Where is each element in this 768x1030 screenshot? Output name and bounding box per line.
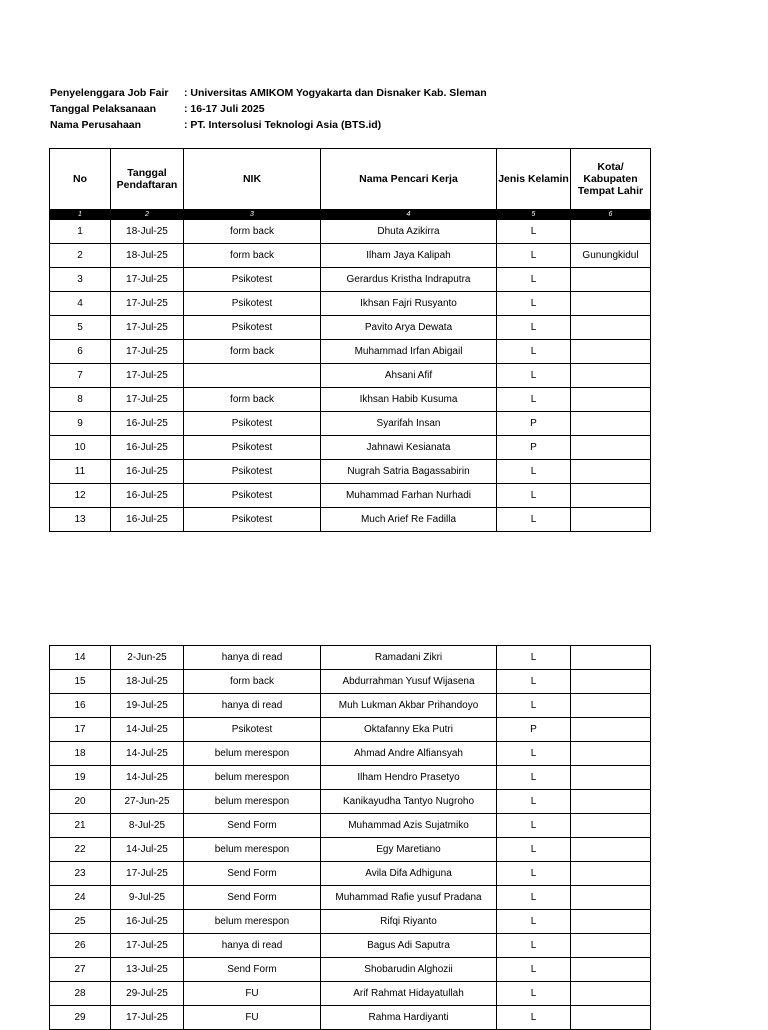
cell-gender: L [497,1006,571,1030]
header-gender: Jenis Kelamin [497,149,571,210]
meta-label: Nama Perusahaan [50,119,142,131]
cell-no: 4 [50,292,111,316]
cell-gender: L [497,646,571,670]
table-row [50,790,651,814]
cell-nik [184,364,321,388]
cell-no: 20 [50,790,111,814]
cell-name: Ahsani Afif [321,364,497,388]
cell-no: 9 [50,412,111,436]
cell-nik: hanya di read [184,934,321,958]
cell-name: Bagus Adi Saputra [321,934,497,958]
cell-no: 22 [50,838,111,862]
cell-no: 6 [50,340,111,364]
table-row [50,1006,651,1030]
cell-name: Muhammad Rafie yusuf Pradana [321,886,497,910]
cell-birth-city [571,982,651,1006]
applicants-table-page-2 [49,645,651,1030]
column-index: 3 [184,210,321,220]
cell-name: Ikhsan Habib Kusuma [321,388,497,412]
cell-gender: L [497,364,571,388]
cell-registration-date: 8-Jul-25 [111,814,184,838]
cell-registration-date: 14-Jul-25 [111,742,184,766]
cell-registration-date: 14-Jul-25 [111,718,184,742]
table-row [50,862,651,886]
cell-registration-date: 17-Jul-25 [111,316,184,340]
cell-nik: belum merespon [184,838,321,862]
cell-nik: Psikotest [184,436,321,460]
cell-name: Pavito Arya Dewata [321,316,497,340]
meta-value: : 16-17 Juli 2025 [184,103,265,115]
header-birth-city: Kota/ Kabupaten Tempat Lahir [571,149,651,210]
cell-registration-date: 17-Jul-25 [111,388,184,412]
table-row [50,934,651,958]
cell-nik: hanya di read [184,646,321,670]
table-row [50,364,651,388]
table-row [50,670,651,694]
table-row [50,814,651,838]
cell-birth-city [571,460,651,484]
meta-row-date [50,101,487,117]
cell-no: 10 [50,436,111,460]
cell-name: Ikhsan Fajri Rusyanto [321,292,497,316]
cell-registration-date: 16-Jul-25 [111,460,184,484]
cell-birth-city [571,220,651,244]
cell-birth-city [571,340,651,364]
column-index: 5 [497,210,571,220]
cell-registration-date: 17-Jul-25 [111,268,184,292]
cell-birth-city [571,862,651,886]
cell-name: Much Arief Re Fadilla [321,508,497,532]
cell-gender: L [497,910,571,934]
cell-gender: L [497,838,571,862]
cell-registration-date: 17-Jul-25 [111,1006,184,1030]
cell-gender: L [497,862,571,886]
applicants-table-page-1 [49,148,651,532]
cell-nik: Psikotest [184,484,321,508]
cell-nik: hanya di read [184,694,321,718]
cell-nik: form back [184,244,321,268]
cell-registration-date: 17-Jul-25 [111,364,184,388]
cell-no: 2 [50,244,111,268]
cell-gender: L [497,220,571,244]
cell-name: Egy Maretiano [321,838,497,862]
cell-gender: L [497,982,571,1006]
cell-registration-date: 14-Jul-25 [111,838,184,862]
cell-gender: L [497,934,571,958]
cell-gender: P [497,718,571,742]
cell-gender: L [497,340,571,364]
cell-no: 7 [50,364,111,388]
cell-name: Ahmad Andre Alfiansyah [321,742,497,766]
meta-label: Penyelenggara Job Fair [50,87,169,99]
meta-label: Tanggal Pelaksanaan [50,103,157,115]
cell-registration-date: 16-Jul-25 [111,910,184,934]
cell-registration-date: 18-Jul-25 [111,670,184,694]
table-body [50,646,651,1030]
cell-nik: Send Form [184,862,321,886]
table-row [50,316,651,340]
cell-no: 25 [50,910,111,934]
cell-registration-date: 19-Jul-25 [111,694,184,718]
cell-nik: form back [184,340,321,364]
cell-name: Ramadani Zikri [321,646,497,670]
table-row [50,412,651,436]
cell-birth-city [571,694,651,718]
cell-name: Abdurrahman Yusuf Wijasena [321,670,497,694]
cell-no: 21 [50,814,111,838]
cell-no: 12 [50,484,111,508]
cell-nik: Psikotest [184,718,321,742]
cell-nik: FU [184,982,321,1006]
cell-name: Rifqi Riyanto [321,910,497,934]
cell-registration-date: 17-Jul-25 [111,862,184,886]
cell-nik: belum merespon [184,766,321,790]
cell-gender: L [497,886,571,910]
cell-birth-city [571,316,651,340]
cell-gender: L [497,958,571,982]
cell-nik: Send Form [184,814,321,838]
cell-gender: L [497,484,571,508]
cell-birth-city [571,646,651,670]
cell-birth-city: Gunungkidul [571,244,651,268]
cell-nik: form back [184,220,321,244]
cell-nik: Psikotest [184,508,321,532]
cell-no: 24 [50,886,111,910]
cell-registration-date: 27-Jun-25 [111,790,184,814]
cell-gender: L [497,670,571,694]
cell-nik: Send Form [184,886,321,910]
cell-gender: L [497,508,571,532]
header-nik: NIK [184,149,321,210]
table-row [50,292,651,316]
cell-gender: L [497,268,571,292]
cell-birth-city [571,886,651,910]
cell-no: 16 [50,694,111,718]
cell-name: Muhammad Azis Sujatmiko [321,814,497,838]
table-row [50,460,651,484]
cell-nik: Psikotest [184,412,321,436]
cell-registration-date: 18-Jul-25 [111,244,184,268]
cell-registration-date: 18-Jul-25 [111,220,184,244]
meta-value: : Universitas AMIKOM Yogyakarta dan Disnaker Kab. Sleman [184,87,487,99]
table-row [50,838,651,862]
header-registration-date: Tanggal Pendaftaran [111,149,184,210]
cell-gender: L [497,694,571,718]
cell-birth-city [571,742,651,766]
cell-gender: L [497,316,571,340]
cell-birth-city [571,412,651,436]
cell-registration-date: 2-Jun-25 [111,646,184,670]
table-row [50,982,651,1006]
cell-name: Muhammad Farhan Nurhadi [321,484,497,508]
cell-nik: Psikotest [184,292,321,316]
cell-gender: L [497,766,571,790]
cell-no: 5 [50,316,111,340]
cell-name: Shobarudin Alghozii [321,958,497,982]
cell-nik: belum merespon [184,910,321,934]
table-row [50,718,651,742]
cell-no: 17 [50,718,111,742]
cell-gender: P [497,436,571,460]
column-index: 1 [50,210,111,220]
header-name: Nama Pencari Kerja [321,149,497,210]
table-row [50,436,651,460]
cell-registration-date: 17-Jul-25 [111,934,184,958]
cell-name: Oktafanny Eka Putri [321,718,497,742]
cell-registration-date: 16-Jul-25 [111,412,184,436]
cell-name: Syarifah Insan [321,412,497,436]
cell-birth-city [571,838,651,862]
cell-name: Arif Rahmat Hidayatullah [321,982,497,1006]
cell-no: 13 [50,508,111,532]
cell-gender: P [497,412,571,436]
cell-name: Gerardus Kristha Indraputra [321,268,497,292]
cell-no: 28 [50,982,111,1006]
cell-name: Rahma Hardiyanti [321,1006,497,1030]
column-index: 4 [321,210,497,220]
table-row [50,244,651,268]
column-index-row [50,210,651,220]
cell-registration-date: 9-Jul-25 [111,886,184,910]
table-row [50,388,651,412]
cell-registration-date: 16-Jul-25 [111,436,184,460]
cell-name: Avila Difa Adhiguna [321,862,497,886]
cell-birth-city [571,718,651,742]
meta-row-organizer [50,85,487,101]
cell-nik: belum merespon [184,790,321,814]
cell-nik: Psikotest [184,460,321,484]
cell-birth-city [571,910,651,934]
table-row [50,742,651,766]
meta-value: : PT. Intersolusi Teknologi Asia (BTS.id) [184,119,382,131]
cell-name: Ilham Jaya Kalipah [321,244,497,268]
cell-no: 23 [50,862,111,886]
cell-no: 11 [50,460,111,484]
cell-name: Nugrah Satria Bagassabirin [321,460,497,484]
cell-nik: FU [184,1006,321,1030]
table-row [50,766,651,790]
cell-gender: L [497,244,571,268]
cell-registration-date: 17-Jul-25 [111,292,184,316]
cell-nik: Send Form [184,958,321,982]
column-index: 6 [571,210,651,220]
cell-birth-city [571,790,651,814]
table-header-row [50,149,651,210]
cell-birth-city [571,766,651,790]
table-row [50,484,651,508]
table-row [50,340,651,364]
cell-birth-city [571,436,651,460]
cell-birth-city [571,484,651,508]
cell-birth-city [571,388,651,412]
cell-nik: Psikotest [184,268,321,292]
cell-name: Muhammad Irfan Abigail [321,340,497,364]
cell-registration-date: 17-Jul-25 [111,340,184,364]
cell-birth-city [571,292,651,316]
cell-gender: L [497,388,571,412]
table-row [50,958,651,982]
cell-birth-city [571,268,651,292]
cell-no: 26 [50,934,111,958]
cell-birth-city [571,1006,651,1030]
cell-name: Jahnawi Kesianata [321,436,497,460]
column-index: 2 [111,210,184,220]
cell-birth-city [571,670,651,694]
cell-registration-date: 16-Jul-25 [111,484,184,508]
cell-birth-city [571,814,651,838]
table-row [50,268,651,292]
cell-registration-date: 29-Jul-25 [111,982,184,1006]
table-body [50,220,651,532]
table-row [50,910,651,934]
cell-no: 19 [50,766,111,790]
cell-name: Ilham Hendro Prasetyo [321,766,497,790]
table-row [50,694,651,718]
cell-no: 15 [50,670,111,694]
meta-row-company [50,117,487,133]
table-row [50,220,651,244]
table-row [50,886,651,910]
cell-gender: L [497,292,571,316]
cell-no: 29 [50,1006,111,1030]
cell-gender: L [497,742,571,766]
cell-name: Kanikayudha Tantyo Nugroho [321,790,497,814]
cell-nik: form back [184,670,321,694]
table-row [50,508,651,532]
cell-gender: L [497,460,571,484]
document-header [50,85,487,133]
header-no: No [50,149,111,210]
cell-birth-city [571,958,651,982]
cell-nik: Psikotest [184,316,321,340]
cell-nik: belum merespon [184,742,321,766]
cell-no: 8 [50,388,111,412]
cell-registration-date: 14-Jul-25 [111,766,184,790]
cell-birth-city [571,508,651,532]
cell-no: 3 [50,268,111,292]
cell-registration-date: 16-Jul-25 [111,508,184,532]
cell-no: 14 [50,646,111,670]
cell-gender: L [497,814,571,838]
cell-birth-city [571,934,651,958]
cell-no: 27 [50,958,111,982]
cell-nik: form back [184,388,321,412]
cell-name: Muh Lukman Akbar Prihandoyo [321,694,497,718]
cell-gender: L [497,790,571,814]
cell-no: 1 [50,220,111,244]
cell-no: 18 [50,742,111,766]
table-row [50,646,651,670]
cell-registration-date: 13-Jul-25 [111,958,184,982]
cell-birth-city [571,364,651,388]
cell-name: Dhuta Azikirra [321,220,497,244]
